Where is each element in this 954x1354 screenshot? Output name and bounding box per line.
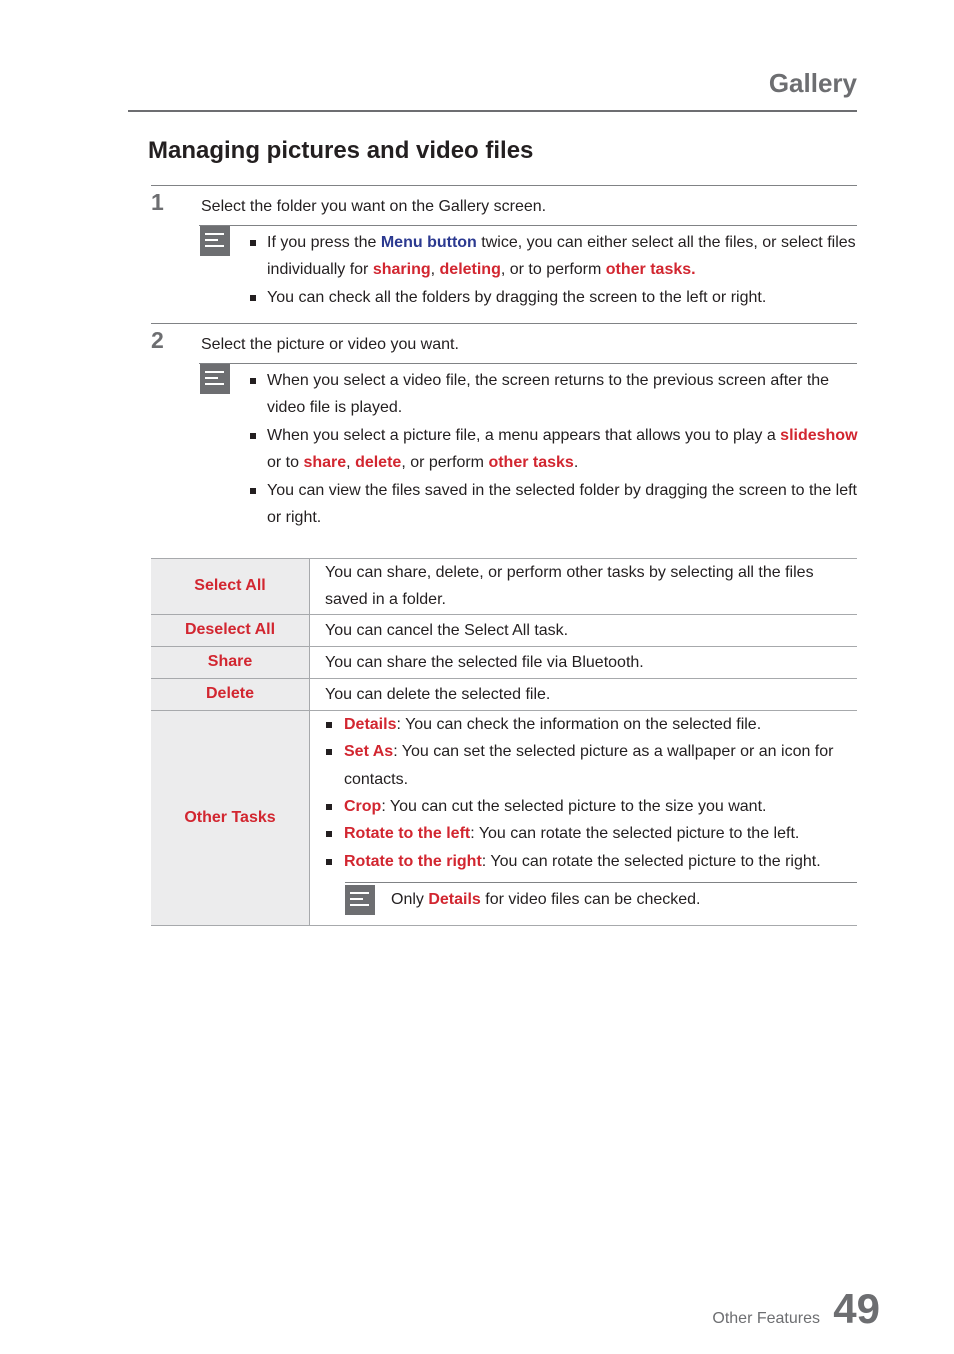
list-item: When you select a video file, the screen returns to the previous screen after the video file is played. <box>248 367 858 422</box>
step-2-text: Select the picture or video you want. <box>201 336 459 353</box>
table-row <box>151 710 857 925</box>
table-row <box>151 559 857 615</box>
note-memo-icon <box>200 364 230 394</box>
option-description: You can share the selected file via Bluetooth. <box>310 646 858 678</box>
option-description: You can cancel the Select All task. <box>310 614 858 646</box>
list-item: When you select a picture file, a menu appears that allows you to play a slideshow or to share, delete, or perform other tasks. <box>248 422 858 477</box>
note-text: Only Details for video files can be checked. <box>391 891 701 909</box>
list-item: Set As: You can set the selected picture as a wallpaper or an icon for contacts. <box>325 738 857 793</box>
option-share: Share <box>151 646 310 678</box>
step-2-number: 2 <box>151 327 164 353</box>
list-item: Crop: You can cut the selected picture to the size you want. <box>325 793 857 820</box>
option-delete: Delete <box>151 678 310 710</box>
step-1-text: Select the folder you want on the Gallery screen. <box>201 198 547 215</box>
step-1-top-divider <box>151 185 857 186</box>
step-1-number: 1 <box>151 189 164 215</box>
option-select-all: Select All <box>151 559 310 615</box>
step-2-note-divider <box>199 363 857 364</box>
step-2-notes <box>248 367 858 531</box>
list-item: Details: You can check the information on the selected file. <box>325 711 857 738</box>
list-item: If you press the Menu button twice, you can either select all the files, or select files individually for sharing, deleting, or to perform other tasks. <box>248 229 858 284</box>
step-1-note-divider <box>199 225 857 226</box>
option-description: You can delete the selected file. <box>310 678 858 710</box>
menu-button-ref: Menu button <box>380 234 477 251</box>
option-description: You can share, delete, or perform other tasks by selecting all the files saved in a folder. <box>310 559 858 615</box>
table-row <box>151 646 857 678</box>
note-memo-icon <box>345 885 375 915</box>
header-divider <box>128 110 857 112</box>
note-memo-icon <box>200 226 230 256</box>
list-item: Rotate to the left: You can rotate the selected picture to the left. <box>325 820 857 847</box>
footer-section-label: Other Features <box>712 1310 820 1327</box>
step-2-top-divider <box>151 323 857 324</box>
list-item: You can view the files saved in the selected folder by dragging the screen to the left or right. <box>248 477 858 532</box>
page-number: 49 <box>833 1285 880 1332</box>
list-item: You can check all the folders by dragging the screen to the left or right. <box>248 284 858 311</box>
other-tasks-list <box>325 711 857 875</box>
gallery-options-table <box>151 558 857 926</box>
table-row <box>151 678 857 710</box>
table-row <box>151 614 857 646</box>
step-1-notes <box>248 229 858 311</box>
list-item: Rotate to the right: You can rotate the selected picture to the right. <box>325 848 857 875</box>
page-heading: Managing pictures and video files <box>148 137 534 164</box>
option-description <box>310 710 858 925</box>
option-deselect-all: Deselect All <box>151 614 310 646</box>
option-other-tasks: Other Tasks <box>151 710 310 925</box>
video-details-note <box>345 882 857 925</box>
section-title: Gallery <box>768 68 857 98</box>
